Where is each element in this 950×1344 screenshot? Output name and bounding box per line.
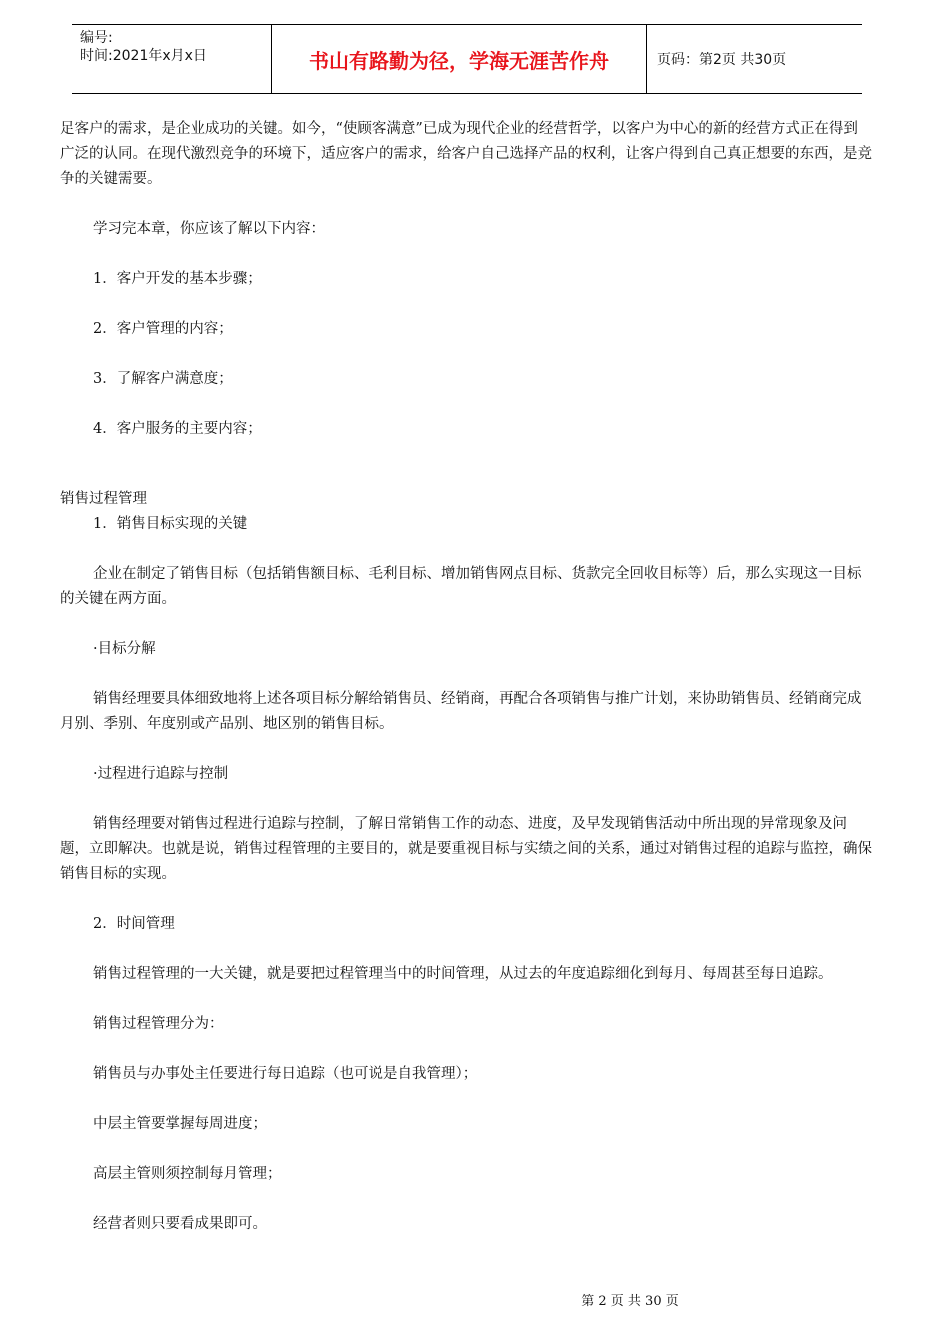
motto-text: 书山有路勤为径，学海无涯苦作舟 bbox=[309, 48, 609, 73]
subheading: 2．时间管理 bbox=[93, 916, 175, 932]
list-item: 3．了解客户满意度； bbox=[93, 371, 233, 387]
bullet-heading: ·目标分解 bbox=[93, 641, 156, 657]
paragraph: 销售经理要具体细致地将上述各项目标分解给销售员、经销商，再配合各项销售与推广计划，来协助销售员、经销商完成月别、季别、年度别或产品别、地区别的销售目标。 bbox=[60, 691, 862, 732]
time-label: 时间:2021年x月x日 bbox=[80, 48, 207, 64]
paragraph: 企业在制定了销售目标（包括销售额目标、毛利目标、增加销售网点目标、货款完全回收目标等）后，那么实现这一目标的关键在两方面。 bbox=[60, 566, 862, 607]
paragraph: 销售经理要对销售过程进行追踪与控制，了解日常销售工作的动态、进度，及早发现销售活动中所出现的异常现象及问题，立即解决。也就是说，销售过程管理的主要目的，就是要重视目标与实绩之间的关系，通过对销售过程的追踪与监控，确保销售目标的实现。 bbox=[60, 816, 872, 882]
number-label: 编号: bbox=[80, 30, 113, 46]
subheading: 1．销售目标实现的关键 bbox=[93, 516, 248, 532]
paragraph: 学习完本章，你应该了解以下内容： bbox=[93, 221, 325, 237]
list-item: 4．客户服务的主要内容； bbox=[93, 421, 262, 437]
paragraph: 高层主管则须控制每月管理； bbox=[93, 1166, 282, 1182]
list-item: 1．客户开发的基本步骤； bbox=[93, 271, 262, 287]
document-body bbox=[60, 117, 872, 1237]
page-info: 页码：第2页 共30页 bbox=[657, 52, 787, 68]
paragraph: 销售过程管理的一大关键，就是要把过程管理当中的时间管理，从过去的年度追踪细化到每月、每周甚至每日追踪。 bbox=[93, 966, 833, 982]
paragraph: 中层主管要掌握每周进度； bbox=[93, 1116, 267, 1132]
list-item: 2．客户管理的内容； bbox=[93, 321, 233, 337]
header-meta-cell bbox=[72, 25, 272, 93]
bullet-heading: ·过程进行追踪与控制 bbox=[93, 766, 229, 782]
paragraph: 足客户的需求，是企业成功的关键。如今，“使顾客满意”已成为现代企业的经营哲学，以客户为中心的新的经营方式正在得到广泛的认同。在现代激烈竞争的环境下，适应客户的需求，给客户自己选择产品的权利，让客户得到自己真正想要的东西，是竞争的关键需要。 bbox=[60, 121, 872, 187]
paragraph: 销售员与办事处主任要进行每日追踪（也可说是自我管理）； bbox=[93, 1066, 478, 1082]
header-page-cell bbox=[647, 25, 862, 93]
page-header bbox=[72, 24, 862, 94]
footer-page-number: 第 2 页 共 30 页 bbox=[581, 1294, 679, 1309]
paragraph: 经营者则只要看成果即可。 bbox=[93, 1216, 267, 1232]
paragraph: 销售过程管理分为： bbox=[93, 1016, 224, 1032]
page-footer bbox=[0, 1290, 950, 1309]
section-title: 销售过程管理 bbox=[60, 491, 147, 507]
header-motto-cell bbox=[272, 25, 647, 93]
